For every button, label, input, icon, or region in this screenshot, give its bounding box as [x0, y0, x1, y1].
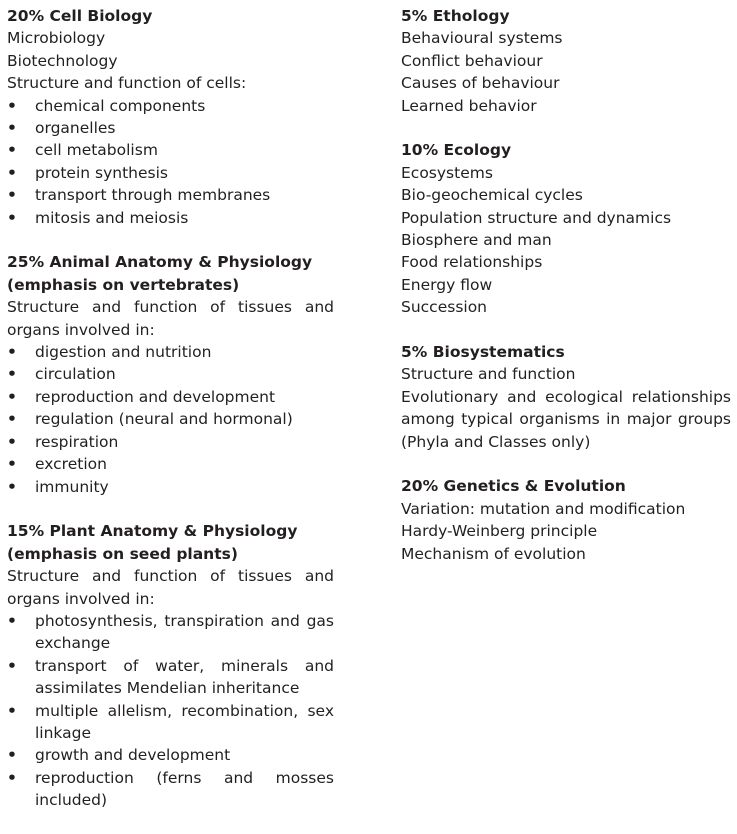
- topic-line: Population structure and dynamics: [401, 208, 672, 227]
- topic-line: Succession: [401, 298, 488, 317]
- topic-line: Ecosystems: [401, 163, 493, 182]
- section-ecology: [401, 139, 731, 318]
- bullet-item: • reproduction and development: [7, 386, 334, 408]
- section-heading: 5% Ethology: [401, 7, 510, 25]
- section-heading: 20% Cell Biology: [7, 7, 153, 25]
- topic-line: Conflict behaviour: [401, 51, 543, 70]
- bullet-item: • immunity: [7, 476, 334, 498]
- bullet-item: • cell metabolism: [7, 139, 334, 161]
- bullet-item: • regulation (neural and hormonal): [7, 408, 334, 430]
- bullet-list: [7, 610, 334, 812]
- section-intro: Structure and function of tissues and organs involved in:: [7, 567, 334, 608]
- section-cell-biology: [7, 5, 334, 229]
- section-heading: 25% Animal Anatomy & Physiology (emphasis on vertebrates): [7, 253, 313, 294]
- bullet-item: • growth and development: [7, 744, 334, 766]
- section-heading: 20% Genetics & Evolution: [401, 477, 626, 496]
- bullet-item: • circulation: [7, 363, 334, 385]
- right-column: [401, 5, 731, 588]
- section-heading: 15% Plant Anatomy & Physiology (emphasis on seed plants): [7, 522, 298, 563]
- section-heading: 10% Ecology: [401, 141, 512, 160]
- bullet-item: • digestion and nutrition: [7, 341, 334, 363]
- bullet-item: • mitosis and meiosis: [7, 207, 334, 229]
- topic-line: Structure and function: [401, 365, 576, 384]
- section-animal-anatomy: [7, 251, 334, 497]
- topic-line: Biosphere and man: [401, 231, 552, 250]
- topic-line: Structure and function of cells:: [7, 74, 247, 93]
- section-plant-anatomy: [7, 520, 334, 811]
- topic-line: Variation: mutation and modification: [401, 499, 686, 518]
- bullet-item: • transport through membranes: [7, 184, 334, 206]
- topic-line: Learned behavior: [401, 96, 537, 115]
- topic-line: Food relationships: [401, 253, 543, 272]
- section-intro: Structure and function of tissues and organs involved in:: [7, 298, 334, 339]
- topic-line: Causes of behaviour: [401, 74, 560, 93]
- bullet-item: • respiration: [7, 431, 334, 453]
- section-ethology: [401, 5, 731, 117]
- topic-line: Hardy-Weinberg principle: [401, 522, 598, 541]
- topic-line: Bio-geochemical cycles: [401, 186, 583, 205]
- topic-line: Biotechnology: [7, 51, 118, 70]
- section-genetics-evolution: [401, 475, 731, 565]
- section-biosystematics: [401, 341, 731, 453]
- bullet-item: • multiple allelism, recombination, sex linkage: [7, 700, 334, 745]
- topic-line: Energy flow: [401, 275, 493, 294]
- left-column: [7, 5, 334, 834]
- bullet-list: [7, 341, 334, 498]
- section-heading: 5% Biosystematics: [401, 343, 565, 362]
- topic-line: Microbiology: [7, 29, 106, 48]
- bullet-item: • chemical components: [7, 95, 334, 117]
- bullet-item: • reproduction (ferns and mosses included): [7, 767, 334, 812]
- bullet-item: • protein synthesis: [7, 162, 334, 184]
- topic-paragraph: Evolutionary and ecological relationships among typical organisms in major groups (Phyla and Classes only): [401, 387, 731, 451]
- topic-line: Mechanism of evolution: [401, 544, 586, 563]
- bullet-item: • photosynthesis, transpiration and gas exchange: [7, 610, 334, 655]
- topic-line: Behavioural systems: [401, 29, 563, 48]
- bullet-item: • excretion: [7, 453, 334, 475]
- bullet-item: • transport of water, minerals and assimilates Mendelian inheritance: [7, 655, 334, 700]
- bullet-item: • organelles: [7, 117, 334, 139]
- bullet-list: [7, 95, 334, 229]
